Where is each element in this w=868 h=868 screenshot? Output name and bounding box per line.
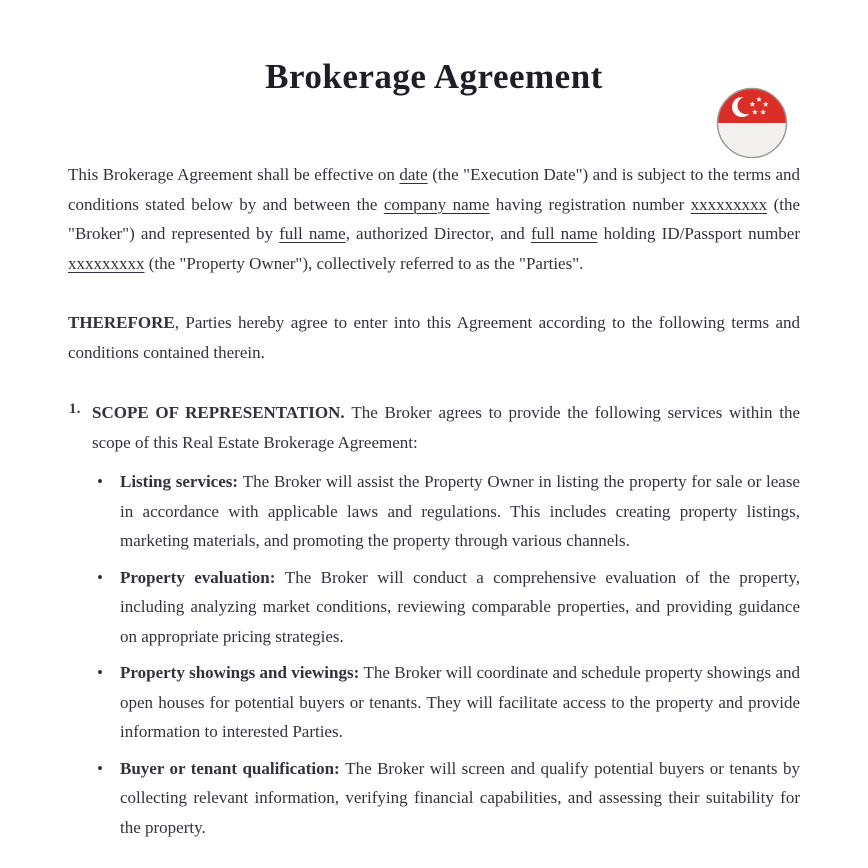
fillable-field: full name bbox=[279, 224, 346, 243]
document-title: Brokerage Agreement bbox=[265, 57, 603, 96]
text-segment: having registration number bbox=[489, 194, 691, 214]
text-segment: This Brokerage Agreement shall be effective on bbox=[68, 165, 400, 184]
singapore-flag-icon bbox=[716, 87, 788, 159]
text-segment: Property evaluation: bbox=[120, 567, 285, 587]
bullet-buyer-tenant-qualification bbox=[68, 754, 800, 843]
bullet-property-evaluation bbox=[68, 563, 800, 652]
text-segment: Listing services: bbox=[120, 472, 243, 491]
fillable-field: xxxxxxxxx bbox=[690, 194, 768, 214]
text-segment: The Broker will coordinate and schedule property showings and open houses for potential buyers or tenants. They will facilitate access to the property and provide information to interested Parties. bbox=[120, 663, 800, 741]
text-segment: (the "Broker") and represented by bbox=[68, 194, 800, 243]
fillable-field: date bbox=[399, 165, 428, 184]
text-segment: The Broker will assist the Property Owner in listing the property for sale or lease in accordance with applicable laws and regulations. This includes creating property listings, marketing materials, and promoting the property through various channels. bbox=[120, 472, 800, 550]
text-segment: The Broker agrees to provide the following services within the scope of this Real Estate Brokerage Agreement: bbox=[92, 403, 800, 452]
section-scope-of-representation bbox=[68, 398, 800, 842]
text-segment: Property showings and viewings: bbox=[120, 663, 364, 682]
bullet-property-showings bbox=[68, 658, 800, 747]
therefore-paragraph bbox=[68, 308, 800, 367]
text-segment: (the "Property Owner"), collectively referred to as the "Parties". bbox=[144, 253, 584, 273]
bullet-listing-services bbox=[68, 467, 800, 556]
intro-paragraph bbox=[68, 160, 800, 278]
fillable-field: xxxxxxxxx bbox=[68, 253, 145, 273]
fillable-field: company name bbox=[383, 194, 490, 214]
text-segment: SCOPE OF REPRESENTATION. bbox=[92, 403, 352, 422]
section-heading bbox=[68, 398, 800, 457]
text-segment: The Broker will screen and qualify potential buyers or tenants by collecting relevant information, verifying financial capabilities, and assessing their suitability for the property. bbox=[120, 758, 800, 837]
text-segment: , authorized Director, and bbox=[345, 224, 531, 243]
text-segment: (the "Execution Date") and is subject to the terms and conditions stated below by and between the bbox=[68, 165, 800, 214]
fillable-field: full name bbox=[530, 224, 598, 243]
text-segment: holding ID/Passport number bbox=[597, 224, 801, 243]
section-heading-text bbox=[92, 398, 800, 457]
text-segment: The Broker will conduct a comprehensive evaluation of the property, including analyzing market conditions, reviewing comparable properties, and providing guidance on appropriate pricing strategies. bbox=[120, 567, 800, 646]
services-bullet-list bbox=[68, 467, 800, 842]
text-segment: , Parties hereby agree to enter into this Agreement according to the following terms and conditions contained therein. bbox=[68, 313, 800, 362]
section-number: 1. bbox=[69, 401, 81, 417]
document-page bbox=[0, 56, 868, 868]
text-segment: Buyer or tenant qualification: bbox=[120, 758, 346, 778]
text-segment: THEREFORE bbox=[68, 313, 175, 332]
